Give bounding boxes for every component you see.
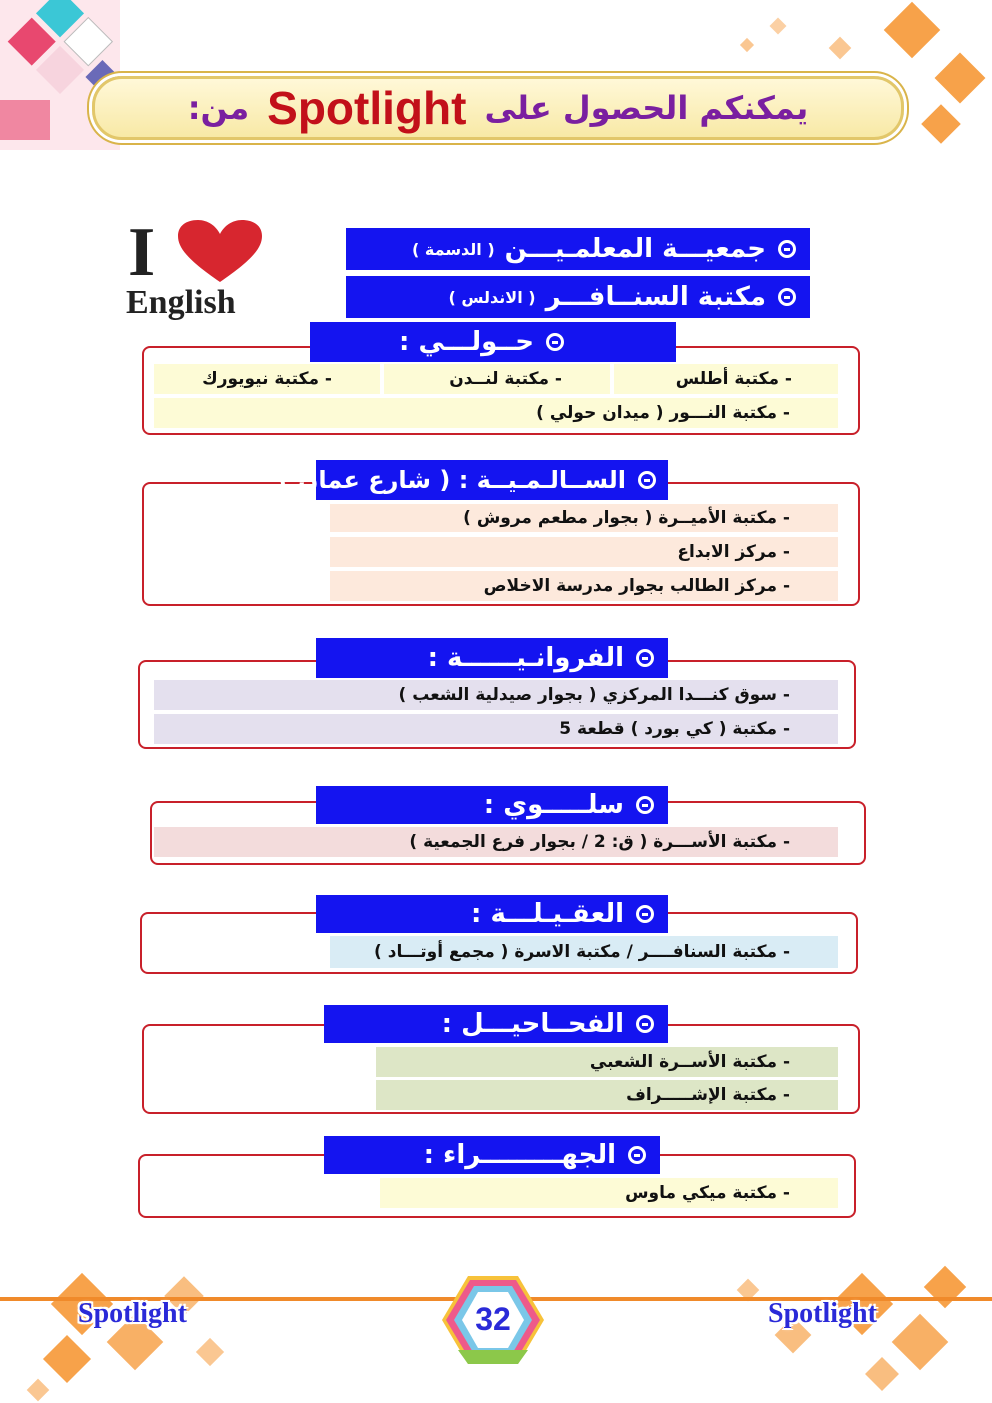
teachers-coop-note: ( الدسمة ) bbox=[412, 239, 495, 259]
heading-uqaila bbox=[316, 895, 668, 933]
farwaniya-heading-label: الفروانـيــــــة : bbox=[427, 643, 624, 673]
hawalli-item-london: - مكتبة لنــدن bbox=[384, 364, 610, 394]
footer-spotlight-left: Spotlight bbox=[78, 1298, 187, 1329]
jahra-item-1: - مكتبة ميكي ماوس bbox=[380, 1178, 838, 1208]
heading-sanafer-library bbox=[346, 276, 810, 318]
page-number: 32 bbox=[475, 1300, 511, 1337]
salmiya-item-3: - مركز الطالب بجوار مدرسة الاخلاص bbox=[330, 571, 838, 601]
bullet-icon bbox=[636, 1015, 654, 1033]
title-arabic-start: يمكنكم الحصول على bbox=[484, 89, 809, 127]
salmiya-item-2: - مركز الابداع bbox=[330, 537, 838, 567]
title-banner bbox=[92, 76, 904, 140]
logo-english: English bbox=[126, 284, 236, 321]
heading-salmiya bbox=[278, 460, 668, 500]
bullet-icon bbox=[546, 333, 564, 351]
uqaila-heading-label: العقـيـلـــة : bbox=[471, 899, 624, 929]
hawalli-item-atlas: - مكتبة أطلس bbox=[614, 364, 838, 394]
heart-icon bbox=[178, 220, 262, 284]
bottom-right-decoration bbox=[720, 1262, 992, 1403]
hawalli-item-newyork: - مكتبة نيويورك bbox=[154, 364, 380, 394]
salwa-heading-label: سلـــــوي : bbox=[483, 790, 624, 820]
bullet-icon bbox=[636, 649, 654, 667]
fahaheel-heading-label: الفحــاحيـــل : bbox=[441, 1009, 624, 1039]
bullet-icon bbox=[778, 288, 796, 306]
hawalli-heading-label: حــولـــي : bbox=[399, 327, 534, 357]
fahaheel-item-2: - مكتبة الإشـــــراف bbox=[376, 1080, 838, 1110]
title-arabic-end: من: bbox=[187, 89, 250, 127]
salwa-item-1: - مكتبة الأســـرة ( ق: 2 / بجوار فرع الجمعية ) bbox=[154, 827, 838, 857]
bullet-icon bbox=[628, 1146, 646, 1164]
footer-spotlight-right: Spotlight bbox=[768, 1298, 877, 1329]
bullet-icon bbox=[636, 905, 654, 923]
hawalli-item-noor: - مكتبة النـــور ( ميدان حولي ) bbox=[154, 398, 838, 428]
teachers-coop-label: جمعيـــة المعلمـيـــن bbox=[504, 234, 766, 264]
heading-teachers-coop bbox=[346, 228, 810, 270]
heading-jahra bbox=[324, 1136, 660, 1174]
logo-letter-i: I bbox=[128, 214, 156, 291]
farwaniya-item-1: - سوق كنـــدا المركزي ( بجوار صيدلية الشعب ) bbox=[154, 680, 838, 710]
sanafer-library-label: مكتبة السنــافـــر bbox=[545, 282, 766, 312]
bullet-icon bbox=[778, 240, 796, 258]
bottom-left-decoration bbox=[20, 1262, 260, 1403]
i-love-english-logo bbox=[126, 214, 266, 328]
uqaila-item-1: - مكتبة السنافــــر / مكتبة الاسرة ( مجمع أوتـــاد ) bbox=[330, 936, 838, 968]
salmiya-heading-label: الســالـمـيــة : ( شارع عمان ) bbox=[278, 466, 626, 494]
bullet-icon bbox=[638, 471, 656, 489]
sanafer-library-note: ( الاندلس ) bbox=[448, 287, 536, 307]
title-spotlight: Spotlight bbox=[267, 82, 467, 134]
salmiya-item-1: - مكتبة الأميــرة ( بجوار مطعم مروش ) bbox=[330, 504, 838, 532]
jahra-heading-label: الجهـــــــــراء : bbox=[423, 1140, 616, 1170]
bullet-icon bbox=[636, 796, 654, 814]
heading-hawalli bbox=[310, 322, 676, 362]
heading-salwa bbox=[316, 786, 668, 824]
farwaniya-item-2: - مكتبة ( كي بورد ) قطعة 5 bbox=[154, 714, 838, 744]
heading-farwaniya bbox=[316, 638, 668, 678]
heading-fahaheel bbox=[324, 1005, 668, 1043]
fahaheel-item-1: - مكتبة الأســرة الشعبي bbox=[376, 1047, 838, 1077]
